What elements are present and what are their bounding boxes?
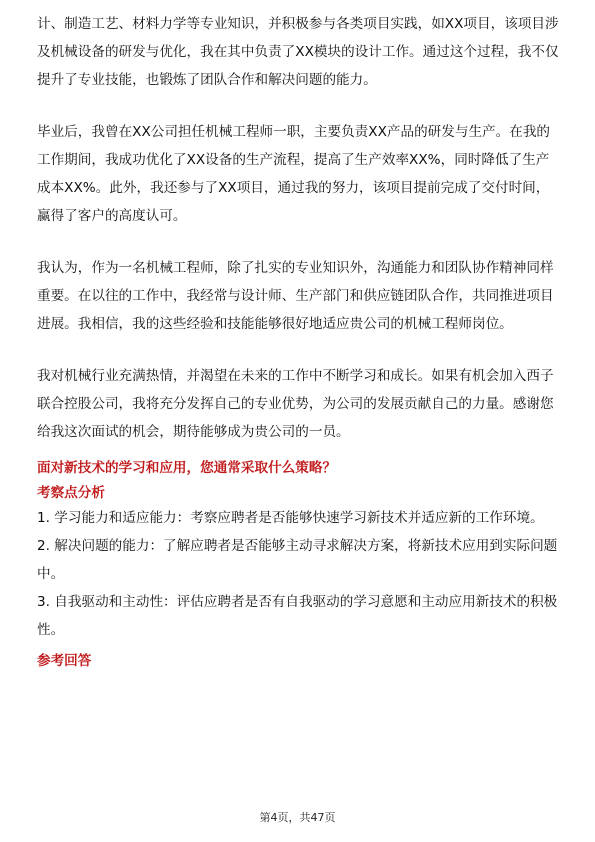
body-paragraph: 毕业后，我曾在XX公司担任机械工程师一职，主要负责XX产品的研发与生产。在我的工作期间，我成功优化了XX设备的生产流程，提高了生产效率XX%，同时降低了生产成本XX%。此外，我还参与了XX项目，通过我的努力，该项目提前完成了交付时间，赢得了客户的高度认可。	[37, 124, 551, 224]
analysis-item: 2. 解决问题的能力：了解应聘者是否能够主动寻求解决方案，将新技术应用到实际问题中。	[37, 538, 558, 582]
body-paragraph: 我对机械行业充满热情，并渴望在未来的工作中不断学习和成长。如果有机会加入西子联合控股公司，我将充分发挥自己的专业优势，为公司的发展贡献自己的力量。感谢您给我这次面试的机会，期待能够成为贵公司的一员。	[37, 368, 554, 440]
page-content	[37, 10, 560, 672]
analysis-heading: 考察点分析	[37, 485, 105, 501]
reference-answer-heading: 参考回答	[37, 653, 92, 669]
interview-question: 面对新技术的学习和应用，您通常采取什么策略？	[37, 460, 337, 476]
body-paragraph: 我认为，作为一名机械工程师，除了扎实的专业知识外，沟通能力和团队协作精神同样重要。在以往的工作中，我经常与设计师、生产部门和供应链团队合作，共同推进项目进展。我相信，我的这些经验和技能能够很好地适应贵公司的机械工程师岗位。	[37, 260, 554, 332]
page-number-footer: 第4页，共47页	[259, 811, 336, 824]
analysis-item: 3. 自我驱动和主动性：评估应聘者是否有自我驱动的学习意愿和主动应用新技术的积极性。	[37, 594, 558, 638]
analysis-item: 1. 学习能力和适应能力：考察应聘者是否能够快速学习新技术并适应新的工作环境。	[37, 510, 544, 526]
body-paragraph: 计、制造工艺、材料力学等专业知识，并积极参与各类项目实践，如XX项目，该项目涉及机械设备的研发与优化，我在其中负责了XX模块的设计工作。通过这个过程，我不仅提升了专业技能，也锻炼了团队合作和解决问题的能力。	[37, 16, 559, 88]
